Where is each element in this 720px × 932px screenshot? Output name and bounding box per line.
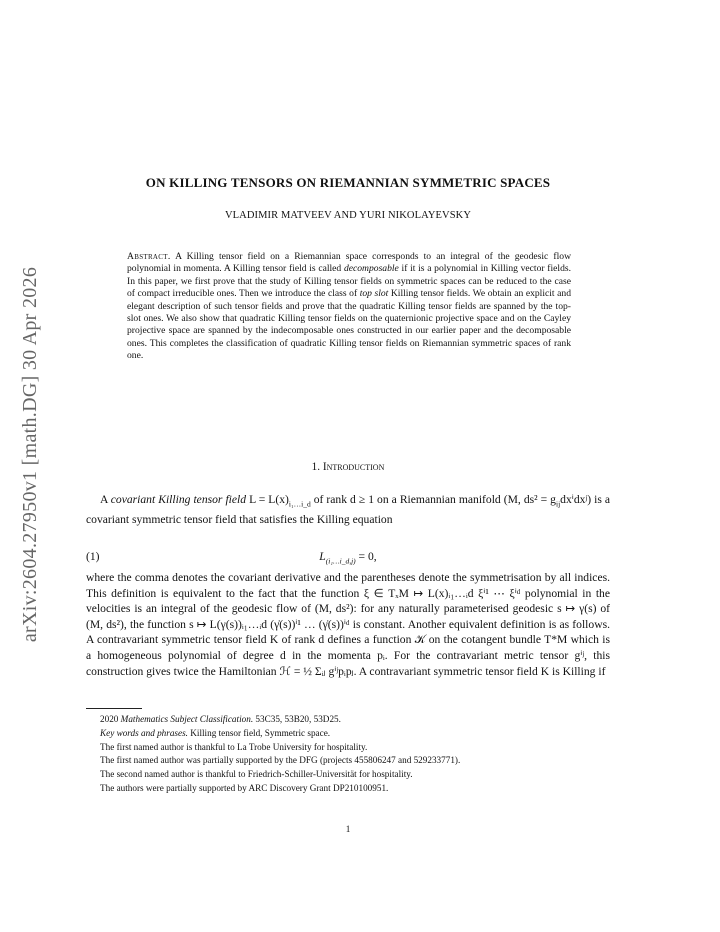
abstract-emphasis-decomposable: decomposable xyxy=(343,263,399,275)
paper-title: ON KILLING TENSORS ON RIEMANNIAN SYMMETRIC SPACES xyxy=(145,175,551,190)
intro-paragraph-1 xyxy=(86,492,610,528)
abstract-label: Abstract. xyxy=(127,251,171,262)
footnote-msc-codes: 53C35, 53B20, 53D25. xyxy=(253,714,341,724)
abstract-text-c: Killing tensor fields. We obtain an explicit and elegant description of such tensor fields and prove that the quadratic Killing tensor fields are spanned by the top-slot ones. We also show that quadratic Killing tensor fields on the quaternionic projective space and on the Cayley projective space are spanned by the indecomposable ones constructed in our earlier paper and the decomposable ones. This completes the classification of quadratic Killing tensor fields on Riemannian symmetric spaces of rank one. xyxy=(127,288,571,362)
footnote-msc-year: 2020 xyxy=(100,714,121,724)
footnote-thanks-2: The first named author was partially supported by the DFG (projects 455806247 and 529233771). xyxy=(100,755,461,766)
intro-p1-subscript-2: ij xyxy=(555,499,561,509)
footnote-keywords xyxy=(86,727,610,741)
intro-p1-emphasis: covariant Killing tensor field xyxy=(110,493,247,506)
abstract-text-a: A Killing tensor field on a Riemannian space corresponds to an integral of the geodesic flow polynomial in momenta. A Killing tensor field is called xyxy=(127,251,572,275)
abstract xyxy=(127,251,571,363)
equation-rhs: = 0, xyxy=(355,550,377,563)
equation-1 xyxy=(86,550,610,566)
page-number: 1 xyxy=(345,824,351,834)
abstract-emphasis-top-slot: top slot xyxy=(359,288,389,300)
intro-p1-text-a: A xyxy=(100,493,111,506)
intro-p1-subscript: i₁…i_d xyxy=(288,499,311,509)
equation-number: (1) xyxy=(86,550,100,563)
footnote-thanks-1: The first named author is thankful to La Trobe University for hospitality. xyxy=(100,741,368,752)
abstract-text-b: if it is a polynomial in Killing vector fields. In this paper, we first prove that the study of Killing tensor fields on symmetric spaces can be reduced to the case of compact irreducible ones. Then we introduce the class of xyxy=(127,263,571,300)
footnote-keywords-text: Killing tensor field, Symmetric space. xyxy=(187,727,331,738)
footnote-thanks-3: The second named author is thankful to Friedrich-Schiller-Universität for hospitality. xyxy=(100,769,413,780)
section-title: Introduction xyxy=(322,461,385,473)
arxiv-identifier-text: arXiv:2604.27950v1 [math.DG] 30 Apr 2026 xyxy=(19,266,42,642)
section-heading-introduction xyxy=(86,461,610,473)
arxiv-identifier-stamp xyxy=(21,244,41,664)
intro-p1-text-b: L = L(x) xyxy=(246,493,289,506)
intro-p1-text-d: dxⁱdxʲ) is a covariant symmetric tensor field that satisfies the Killing equation xyxy=(86,493,610,526)
footnote-msc-label: Mathematics Subject Classification. xyxy=(120,714,254,724)
footnote-divider xyxy=(86,708,142,709)
footnote-msc xyxy=(86,713,610,727)
section-number: 1. xyxy=(311,461,321,473)
paper-authors: VLADIMIR MATVEEV AND YURI NIKOLAYEVSKY xyxy=(224,210,472,221)
equation-lhs: L xyxy=(319,550,326,563)
footnotes xyxy=(86,713,610,796)
footnote-keywords-label: Key words and phrases. xyxy=(100,727,188,738)
intro-p1-text-c: of rank d ≥ 1 on a Riemannian manifold (M, ds² = g xyxy=(310,493,556,506)
intro-paragraph-2: where the comma denotes the covariant derivative and the parentheses denote the symmetrisation by all indices. This definition is equivalent to the fact that the function ξ ∈ TₓM ↦ L(x)ᵢ₁…ᵢd ξⁱ¹ ⋯ ξⁱᵈ polynomial in the velocities is an integral of the geodesic flow of (M, ds²): for any naturally parameterised geodesic s ↦ γ(s) of (M, ds²), the function s ↦ L(γ(s))ᵢ₁…ᵢd (γ̇(s))ⁱ¹ … (γ̇(s))ⁱᵈ is constant. Another equivalent definition is as follows. A contravariant symmetric tensor field K of rank d defines a function 𝒦 on the cotangent bundle T*M which is a homogeneous polynomial of degree d in the momenta pᵢ. For the contravariant metric tensor gⁱʲ, this construction gives twice the Hamiltonian ℋ = ½ Σᵢⱼ gⁱʲpᵢpⱼ. A contravariant symmetric tensor field K is Killing if xyxy=(86,571,610,678)
equation-subscript: (i₁…i_d,j) xyxy=(325,556,356,566)
footnote-thanks-4: The authors were partially supported by ARC Discovery Grant DP210100951. xyxy=(100,782,389,793)
equation-body xyxy=(86,550,610,565)
